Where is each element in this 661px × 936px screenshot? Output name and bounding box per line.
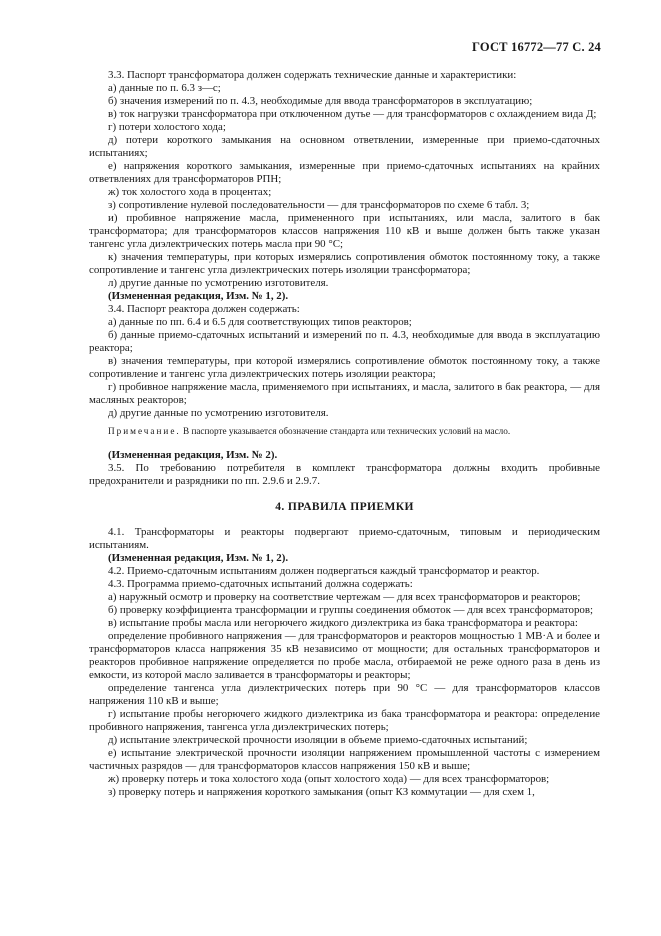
paragraph: определение пробивного напряжения — для трансформаторов и реакторов мощностью 1 МВ·А и более и трансформаторов класса напряжения 35 кВ независимо от мощности; для остальных трансформаторов и реакторов пробивное напряжение определяется по пробе масла, отбираемой не реже одного раза в день из емкости, из которой масло заливается в трансформаторы и реакторы; (89, 630, 600, 681)
list-item: г) пробивное напряжение масла, применяемого при испытаниях, и масла, залитого в бак реактора, — для масляных реакторов; (89, 381, 600, 406)
list-item: г) потери холостого хода; (108, 121, 226, 133)
amendment-note: (Измененная редакция, Изм. № 1, 2). (108, 552, 289, 564)
list-item: а) данные по п. 6.3 з—с; (108, 82, 221, 94)
list-item: д) потери короткого замыкания на основном ответвлении, измеренные при приемо-сдаточных испытаниях; (89, 134, 600, 159)
section-3-3-transformer-passport (89, 69, 600, 303)
paragraph: 3.3. Паспорт трансформатора должен содержать технические данные и характеристики: (108, 69, 517, 81)
page-header-code: ГОСТ 16772—77 С. 24 (472, 40, 601, 54)
list-item: б) проверку коэффициента трансформации и группы соединения обмоток — для всех трансформаторов; (108, 604, 594, 616)
list-item: е) испытание электрической прочности изоляции напряжением промышленной частоты с измерением частичных разрядов — для трансформаторов классов напряжения 150 кВ и выше; (89, 747, 600, 772)
section-4-acceptance-rules (89, 526, 600, 799)
list-item: к) значения температуры, при которых измерялись сопротивления обмоток постоянному току, а также сопротивление и тангенс угла диэлектрических потерь изоляции трансформатора; (89, 251, 600, 276)
amendment-note: (Измененная редакция, Изм. № 1, 2). (108, 290, 289, 302)
note-label: Примечание. (108, 426, 181, 436)
list-item: ж) проверку потерь и тока холостого хода (опыт холостого хода) — для всех трансформаторов; (108, 773, 550, 785)
note (89, 425, 600, 437)
list-item: з) сопротивление нулевой последовательности — для трансформаторов по схеме 6 табл. 3; (108, 199, 530, 211)
note-text: В паспорте указывается обозначение стандарта или технических условий на масло. (183, 426, 511, 436)
list-item: г) испытание пробы негорючего жидкого диэлектрика из бака трансформатора и реактора: определение пробивного напряжения, тангенса угла диэлектрических потерь; (89, 708, 600, 733)
paragraph: 4.3. Программа приемо-сдаточных испытаний должна содержать: (108, 578, 413, 590)
list-item: в) значения температуры, при которой измерялись сопротивление обмоток постоянному току, а также сопротивление и тангенс угла диэлектрических потерь изоляции реактора; (89, 355, 600, 380)
list-item: б) данные приемо-сдаточных испытаний и измерений по п. 4.3, необходимые для ввода в эксплуатацию реактора; (89, 329, 600, 354)
paragraph: 3.4. Паспорт реактора должен содержать: (108, 303, 300, 315)
paragraph: 4.1. Трансформаторы и реакторы подвергают приемо-сдаточным, типовым и периодическим испытаниям. (89, 526, 600, 551)
list-item: ж) ток холостого хода в процентах; (108, 186, 272, 198)
list-item: а) данные по пп. 6.4 и 6.5 для соответствующих типов реакторов; (108, 316, 412, 328)
list-item: е) напряжения короткого замыкания, измеренные при приемо-сдаточных испытаниях на крайних ответвлениях для трансформаторов РПН; (89, 160, 600, 185)
list-item: л) другие данные по усмотрению изготовителя. (108, 277, 329, 289)
list-item: б) значения измерений по п. 4.3, необходимые для ввода трансформаторов в эксплуатацию; (108, 95, 533, 107)
list-item: в) ток нагрузки трансформатора при отключенном дутье — для трансформаторов с охлаждением вида Д; (108, 108, 597, 120)
list-item: а) наружный осмотр и проверку на соответствие чертежам — для всех трансформаторов и реакторов; (108, 591, 581, 603)
section-3-4-reactor-passport (89, 303, 600, 488)
paragraph: 3.5. По требованию потребителя в комплект трансформатора должны входить пробивные предохранители и разрядники по пп. 2.9.6 и 2.9.7. (89, 462, 600, 487)
amendment-note: (Измененная редакция, Изм. № 2). (108, 449, 278, 461)
list-item: д) другие данные по усмотрению изготовителя. (108, 407, 329, 419)
list-item: д) испытание электрической прочности изоляции в объеме приемо-сдаточных испытаний; (108, 734, 528, 746)
list-item: з) проверку потерь и напряжения короткого замыкания (опыт КЗ коммутации — для схем 1, (108, 786, 535, 798)
paragraph: 4.2. Приемо-сдаточным испытаниям должен подвергаться каждый трансформатор и реактор. (108, 565, 540, 577)
document-body (89, 69, 600, 799)
section-title: 4. ПРАВИЛА ПРИЕМКИ (275, 501, 414, 513)
list-item: в) испытание пробы масла или негорючего жидкого диэлектрика из бака трансформатора и реактора: (108, 617, 578, 629)
paragraph: определение тангенса угла диэлектрических потерь при 90 °С — для трансформаторов классов напряжения 110 кВ и выше; (89, 682, 600, 707)
list-item: и) пробивное напряжение масла, примененного при испытаниях, или масла, залитого в бак трансформатора; для трансформаторов классов напряжения 110 кВ и выше должен быть также указан тангенс угла диэлектрических потерь масла при 90 °С; (89, 212, 600, 250)
